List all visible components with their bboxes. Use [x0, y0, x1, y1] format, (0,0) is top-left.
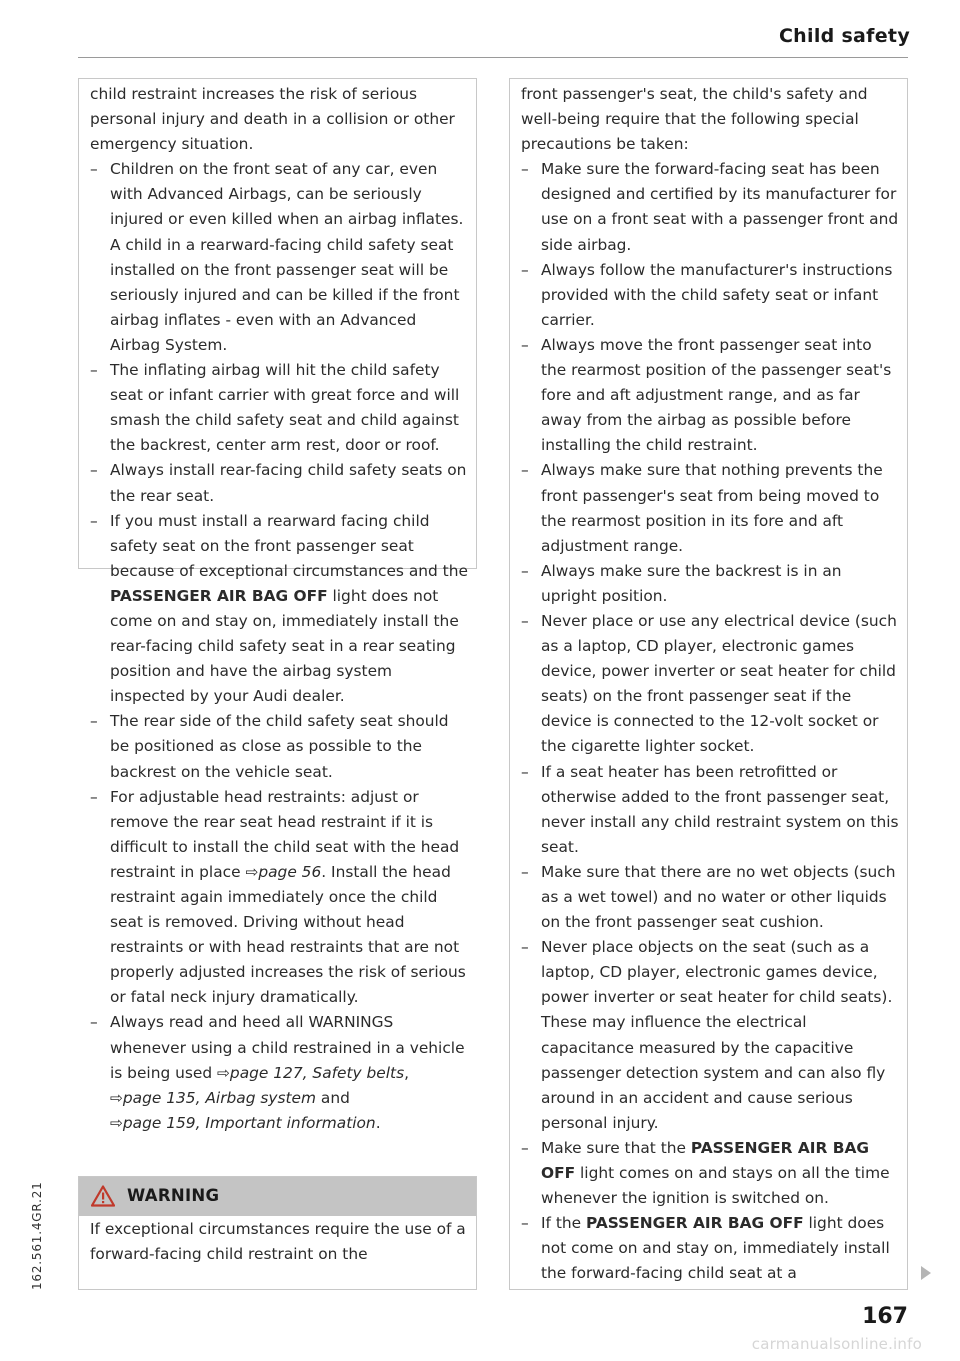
warning-header-bar [79, 1177, 476, 1216]
list-item: – Always read and heed all WARNINGS whenever using a child restrained in a vehicle is being used ⇨page 127, Safety belts, ⇨page 135, Airbag system and ⇨page 159, Important information. [90, 1010, 470, 1135]
list-item: – Make sure that the PASSENGER AIR BAG OFF light comes on and stays on all the time whenever the ignition is switched on. [521, 1136, 901, 1211]
list-item: – The rear side of the child safety seat should be positioned as close as possible to the backrest on the vehicle seat. [90, 709, 470, 784]
list-item: – If the PASSENGER AIR BAG OFF light does not come on and stay on, immediately install the forward-facing child seat at a [521, 1211, 901, 1286]
list-item: – If you must install a rearward facing child safety seat on the front passenger seat because of exceptional circumstances and the PASSENGER AIR BAG OFF light does not come on and stay on, immediately install the rear-facing child safety seat in a rear seating position and have the airbag system inspected by your Audi dealer. [90, 509, 470, 710]
list-item: – Never place or use any electrical device (such as a laptop, CD player, electronic games device, power inverter or seat heater for child seats) on the front passenger seat if the device is connected to the 12-volt socket or the cigarette lighter socket. [521, 609, 901, 760]
list-item: – The inflating airbag will hit the child safety seat or infant carrier with great force and will smash the child safety seat and child against the backrest, center arm rest, door or roof. [90, 358, 470, 458]
document-code: 162.561.4GR.21 [30, 1181, 44, 1290]
continued-arrow-icon [921, 1266, 931, 1280]
list-item: – If a seat heater has been retrofitted or otherwise added to the front passenger seat, never install any child restraint system on this seat. [521, 760, 901, 860]
page-number: 167 [862, 1304, 908, 1329]
list-item: – Always move the front passenger seat into the rearmost position of the passenger seat's fore and aft adjustment range, and as far away from the airbag as possible before installing the child restraint. [521, 333, 901, 458]
list-item: – Always make sure the backrest is in an upright position. [521, 559, 901, 609]
list-item: – Children on the front seat of any car, even with Advanced Airbags, can be seriously injured or even killed when an airbag inflates. A child in a rearward-facing child safety seat installed on the front passenger seat will be seriously injured and can be killed if the front airbag inflates - even with an Advanced Airbag System. [90, 157, 470, 358]
list-item: – Always make sure that nothing prevents the front passenger's seat from being moved to the rearmost position in its fore and aft adjustment range. [521, 458, 901, 558]
page-reference-link[interactable]: ⇨page 159, Important information [110, 1113, 376, 1132]
left-intro-paragraph: child restraint increases the risk of serious personal injury and death in a collision or other emergency situation. [90, 85, 455, 154]
list-item: – Always install rear-facing child safety seats on the rear seat. [90, 458, 470, 508]
watermark: carmanualsonline.info [751, 1335, 922, 1353]
list-item: – For adjustable head restraints: adjust or remove the rear seat head restraint if it is difficult to install the child seat with the head restraint in place ⇨page 56. Install the head restraint again immediately once the child seat is removed. Driving without head restraints or with head restraints that are not properly adjusted increases the risk of serious or fatal neck injury dramatically. [90, 785, 470, 1011]
indicator-name: PASSENGER AIR BAG OFF [541, 1138, 869, 1183]
page-reference-link[interactable]: ⇨page 127, Safety belts [217, 1063, 405, 1082]
indicator-name: PASSENGER AIR BAG OFF [586, 1214, 804, 1233]
section-title: Child safety [778, 25, 910, 47]
page-reference-link[interactable]: ⇨page 135, Airbag system [110, 1088, 317, 1107]
header-divider [78, 57, 908, 58]
list-item: – Make sure that there are no wet objects (such as a wet towel) and no water or other liquids on the front passenger seat cushion. [521, 860, 901, 935]
right-intro-paragraph: front passenger's seat, the child's safety and well-being require that the following special precautions be taken: [521, 85, 868, 154]
list-item: – Always follow the manufacturer's instructions provided with the child safety seat or infant carrier. [521, 258, 901, 333]
indicator-name: PASSENGER AIR BAG OFF [110, 586, 328, 605]
left-column [90, 82, 470, 1136]
warning-triangle-icon [91, 1185, 115, 1207]
list-item: – Never place objects on the seat (such as a laptop, CD player, electronic games device, power inverter or seat heater for child seats). These may influence the electrical capacitance measured by the capacitive passenger detection system and can also fly around in an accident and cause serious personal injury. [521, 935, 901, 1136]
list-item: – Make sure the forward-facing seat has been designed and certified by its manufacturer for use on a front seat with a passenger front and side airbag. [521, 157, 901, 257]
warning-title: WARNING [127, 1186, 220, 1205]
page-reference-link[interactable]: ⇨page 56 [245, 862, 322, 881]
right-column [521, 82, 901, 1287]
warning-text: If exceptional circumstances require the use of a forward-facing child restraint on the [90, 1220, 466, 1264]
